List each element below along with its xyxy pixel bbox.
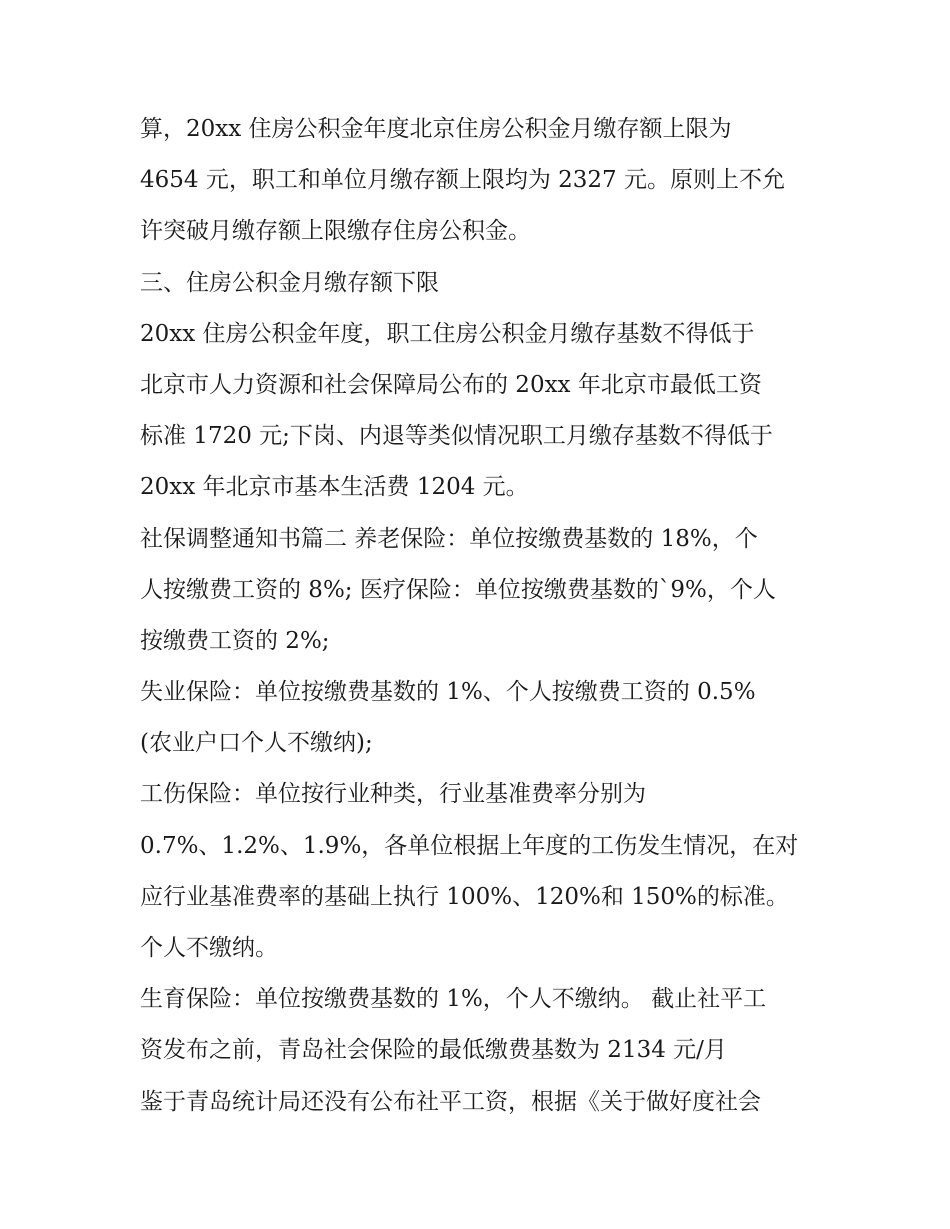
text-line: 应行业基准费率的基础上执行 100%、120%和 150%的标准。 — [140, 883, 789, 910]
text-line: 0.7%、1.2%、1.9%，各单位根据上年度的工伤发生情况，在对 — [140, 832, 799, 859]
text-line: 工伤保险：单位按行业种类，行业基准费率分别为 — [140, 781, 646, 808]
text-line: (农业户口个人不缴纳); — [140, 730, 373, 757]
text-line: 个人不缴纳。 — [140, 935, 278, 961]
text-line: 20xx 年北京市基本生活费 1204 元。 — [140, 474, 529, 501]
text-line: 社保调整通知书篇二 养老保险：单位按缴费基数的 18%，个 — [140, 525, 758, 552]
section-heading: 三、住房公积金月缴存额下限 — [140, 269, 439, 296]
text-line: 20xx 住房公积金年度，职工住房公积金月缴存基数不得低于 — [140, 320, 755, 347]
text-line: 人按缴费工资的 8%; 医疗保险：单位按缴费基数的`9%，个人 — [140, 576, 776, 603]
document-body — [140, 104, 830, 1128]
text-line: 资发布之前，青岛社会保险的最低缴费基数为 2134 元/月 — [140, 1037, 727, 1064]
text-line: 鉴于青岛统计局还没有公布社平工资，根据《关于做好度社会 — [140, 1088, 761, 1115]
text-line: 标准 1720 元;下岗、内退等类似情况职工月缴存基数不得低于 — [140, 423, 773, 450]
text-line: 北京市人力资源和社会保障局公布的 20xx 年北京市最低工资 — [140, 371, 762, 398]
text-line: 4654 元，职工和单位月缴存额上限均为 2327 元。原则上不允 — [140, 167, 785, 194]
text-line: 按缴费工资的 2%; — [140, 627, 330, 654]
text-line: 失业保险：单位按缴费基数的 1%、个人按缴费工资的 0.5% — [140, 679, 756, 706]
text-line: 许突破月缴存额上限缴存住房公积金。 — [140, 218, 531, 245]
text-line: 算，20xx 住房公积金年度北京住房公积金月缴存额上限为 — [140, 116, 732, 142]
text-line: 生育保险：单位按缴费基数的 1%，个人不缴纳。 截止社平工 — [140, 986, 767, 1013]
